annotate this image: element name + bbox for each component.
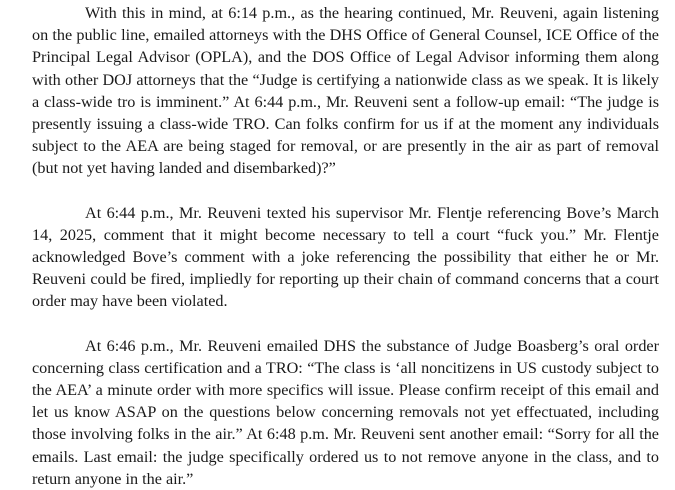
paragraph-6-46-email: At 6:46 p.m., Mr. Reuveni emailed DHS the substance of Judge Boasberg’s oral order concerning class certification and a TRO: “The class is ‘all noncitizens in US custody subject to the AEA’ a minute order with more specifics will issue. Please confirm receipt of this email and let us know ASAP on the questions below concerning removals not yet effectuated, including those involving folks in the air.” At 6:48 p.m. Mr. Reuveni sent another email: “Sorry for all the emails. Last email: the judge specifically ordered us to not remove anyone in the class, and to return anyone in the air.” — [32, 336, 659, 488]
paragraph-6-14-email: With this in mind, at 6:14 p.m., as the hearing continued, Mr. Reuveni, again listening on the public line, emailed attorneys with the DHS Office of General Counsel, ICE Office of the Principal Legal Advisor (OPLA), and the DOS Office of Legal Advisor informing them along with other DOJ attorneys that the “Judge is certifying a nationwide class as we speak. It is likely a class-wide tro is imminent.” At 6:44 p.m., Mr. Reuveni sent a follow-up email: “The judge is presently issuing a class-wide TRO. Can folks confirm for us if at the moment any individuals subject to the AEA are being staged for removal, or are presently in the air as part of removal (but not yet having landed and disembarked)?” — [32, 4, 659, 178]
paragraph-6-44-text: At 6:44 p.m., Mr. Reuveni texted his supervisor Mr. Flentje referencing Bove’s March 14, 2025, comment that it might become necessary to tell a court “fuck you.” Mr. Flentje acknowledged Bove’s comment with a joke referencing the possibility that either he or Mr. Reuveni could be fired, impliedly for reporting up their chain of command concerns that a court order may have been violated. — [32, 203, 659, 311]
